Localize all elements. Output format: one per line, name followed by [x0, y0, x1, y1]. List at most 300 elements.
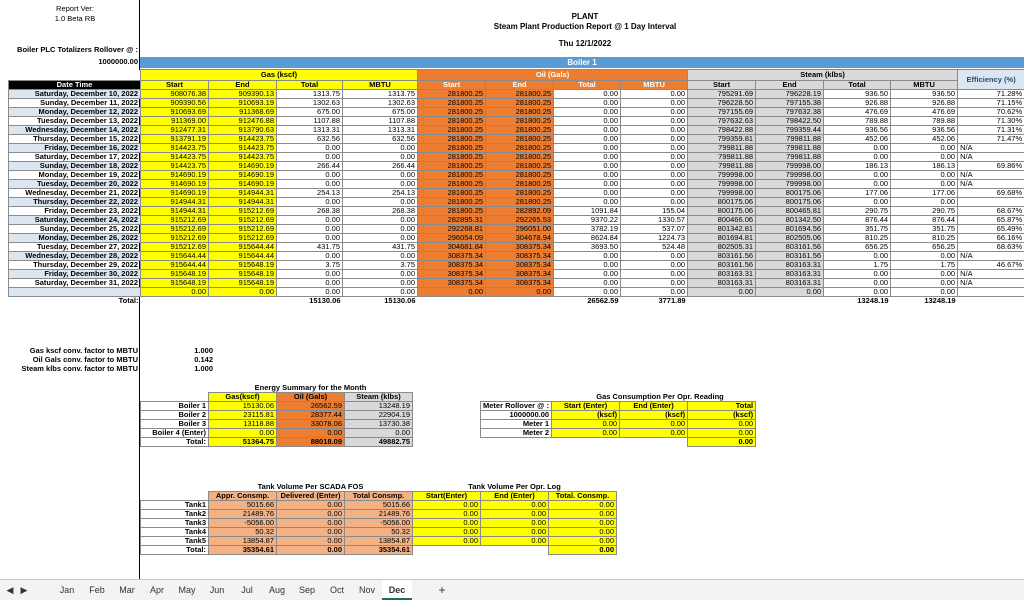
- date-cell[interactable]: Sunday, December 11, 2022: [9, 99, 141, 108]
- value-cell[interactable]: 914944.31: [141, 198, 209, 207]
- value-cell[interactable]: 266.44: [277, 162, 343, 171]
- es-steam-cell[interactable]: 13248.19: [345, 402, 413, 411]
- es-gas-cell[interactable]: 15130.06: [209, 402, 277, 411]
- value-cell[interactable]: 296054.09: [418, 234, 486, 243]
- value-cell[interactable]: 0.00: [343, 225, 418, 234]
- value-cell[interactable]: 911369.00: [141, 117, 209, 126]
- date-cell[interactable]: Friday, December 30, 2022: [9, 270, 141, 279]
- value-cell[interactable]: 0.00: [621, 189, 688, 198]
- tank-delivered-input[interactable]: 0.00: [277, 510, 345, 519]
- value-cell[interactable]: 0.00: [824, 180, 891, 189]
- value-cell[interactable]: 3693.50: [554, 243, 621, 252]
- value-cell[interactable]: 254.13: [343, 189, 418, 198]
- chevron-left-icon[interactable]: ◀: [6, 585, 14, 595]
- value-cell[interactable]: 0.00: [554, 252, 621, 261]
- tab-sep[interactable]: Sep: [298, 585, 315, 595]
- value-cell[interactable]: 800175.06: [688, 207, 756, 216]
- es-gas-cell[interactable]: 13118.88: [209, 420, 277, 429]
- value-cell[interactable]: 0.00: [621, 180, 688, 189]
- value-cell[interactable]: 0.00: [343, 153, 418, 162]
- value-cell[interactable]: 0.00: [891, 144, 958, 153]
- date-cell[interactable]: Thursday, December 29, 2022: [9, 261, 141, 270]
- value-cell[interactable]: 914423.75: [209, 135, 277, 144]
- value-cell[interactable]: 915648.19: [209, 270, 277, 279]
- date-cell[interactable]: Friday, December 16, 2022: [9, 144, 141, 153]
- value-cell[interactable]: 0.00: [277, 216, 343, 225]
- tank-opr-end-input[interactable]: 0.00: [481, 528, 549, 537]
- value-cell[interactable]: 675.00: [277, 108, 343, 117]
- value-cell[interactable]: 65.49%: [958, 225, 1024, 234]
- value-cell[interactable]: 0.00: [418, 288, 486, 297]
- value-cell[interactable]: 0.00: [824, 198, 891, 207]
- value-cell[interactable]: 308375.34: [418, 252, 486, 261]
- value-cell[interactable]: 304681.84: [418, 243, 486, 252]
- value-cell[interactable]: 803163.31: [688, 279, 756, 288]
- date-cell[interactable]: Saturday, December 17, 2022: [9, 153, 141, 162]
- value-cell[interactable]: 915212.69: [209, 225, 277, 234]
- value-cell[interactable]: 0.00: [554, 171, 621, 180]
- value-cell[interactable]: 3.75: [343, 261, 418, 270]
- value-cell[interactable]: 0.00: [554, 198, 621, 207]
- value-cell[interactable]: 0.00: [891, 279, 958, 288]
- tank-total-cell[interactable]: 5015.66: [345, 501, 413, 510]
- date-cell[interactable]: Wednesday, December 28, 2022: [9, 252, 141, 261]
- value-cell[interactable]: 292265.53: [486, 216, 554, 225]
- value-cell[interactable]: 281800.25: [418, 198, 486, 207]
- value-cell[interactable]: 810.25: [824, 234, 891, 243]
- value-cell[interactable]: 915648.19: [141, 270, 209, 279]
- value-cell[interactable]: 797632.38: [756, 108, 824, 117]
- value-cell[interactable]: 0.00: [554, 117, 621, 126]
- tank-appr-cell[interactable]: 50.32: [209, 528, 277, 537]
- value-cell[interactable]: 1313.31: [277, 126, 343, 135]
- value-cell[interactable]: 0.00: [343, 279, 418, 288]
- date-cell[interactable]: Thursday, December 22, 2022: [9, 198, 141, 207]
- value-cell[interactable]: 799359.44: [756, 126, 824, 135]
- value-cell[interactable]: 0.00: [277, 252, 343, 261]
- value-cell[interactable]: 351.75: [891, 225, 958, 234]
- value-cell[interactable]: 281800.25: [418, 180, 486, 189]
- es-oil-cell[interactable]: 0.00: [277, 429, 345, 438]
- tab-apr[interactable]: Apr: [149, 585, 164, 595]
- value-cell[interactable]: 632.56: [277, 135, 343, 144]
- value-cell[interactable]: 799811.88: [688, 144, 756, 153]
- value-cell[interactable]: 281800.25: [486, 189, 554, 198]
- value-cell[interactable]: 914690.19: [141, 171, 209, 180]
- value-cell[interactable]: 914690.19: [209, 171, 277, 180]
- value-cell[interactable]: 0.00: [277, 198, 343, 207]
- value-cell[interactable]: 799998.00: [688, 180, 756, 189]
- date-cell[interactable]: Wednesday, December 14, 2022: [9, 126, 141, 135]
- tank-appr-cell[interactable]: 5015.66: [209, 501, 277, 510]
- chevron-right-icon[interactable]: ▶: [20, 585, 28, 595]
- value-cell[interactable]: 68.67%: [958, 207, 1024, 216]
- value-cell[interactable]: 915212.69: [209, 207, 277, 216]
- meter-end-input[interactable]: 0.00: [620, 420, 688, 429]
- value-cell[interactable]: 282895.31: [418, 216, 486, 225]
- value-cell[interactable]: 0.00: [891, 252, 958, 261]
- value-cell[interactable]: 911368.69: [209, 108, 277, 117]
- value-cell[interactable]: N/A: [958, 171, 1024, 180]
- value-cell[interactable]: 0.00: [891, 153, 958, 162]
- tank-opr-end-input[interactable]: 0.00: [481, 501, 549, 510]
- value-cell[interactable]: 0.00: [277, 144, 343, 153]
- es-steam-cell[interactable]: 0.00: [345, 429, 413, 438]
- tank-opr-start-input[interactable]: 0.00: [413, 528, 481, 537]
- value-cell[interactable]: 915644.44: [209, 243, 277, 252]
- value-cell[interactable]: 795291.69: [688, 90, 756, 99]
- value-cell[interactable]: 281800.25: [486, 99, 554, 108]
- value-cell[interactable]: 915644.44: [141, 261, 209, 270]
- value-cell[interactable]: 282892.09: [486, 207, 554, 216]
- value-cell[interactable]: 8624.84: [554, 234, 621, 243]
- value-cell[interactable]: 0.00: [621, 279, 688, 288]
- value-cell[interactable]: 0.00: [554, 135, 621, 144]
- value-cell[interactable]: 914690.19: [209, 162, 277, 171]
- date-cell[interactable]: Friday, December 23, 2022: [9, 207, 141, 216]
- value-cell[interactable]: 801694.81: [688, 234, 756, 243]
- value-cell[interactable]: 803163.31: [756, 270, 824, 279]
- value-cell[interactable]: 915212.69: [141, 234, 209, 243]
- value-cell[interactable]: 0.00: [621, 261, 688, 270]
- value-cell[interactable]: 292268.81: [418, 225, 486, 234]
- value-cell[interactable]: 281800.25: [486, 108, 554, 117]
- value-cell[interactable]: 915648.19: [141, 279, 209, 288]
- tab-feb[interactable]: Feb: [89, 585, 105, 595]
- value-cell[interactable]: 910693.19: [209, 99, 277, 108]
- value-cell[interactable]: 797155.38: [756, 99, 824, 108]
- value-cell[interactable]: 281800.25: [418, 117, 486, 126]
- tab-oct[interactable]: Oct: [329, 585, 344, 595]
- tank-opr-end-input[interactable]: 0.00: [481, 519, 549, 528]
- value-cell[interactable]: 281800.25: [418, 171, 486, 180]
- value-cell[interactable]: 0.00: [277, 225, 343, 234]
- value-cell[interactable]: 797155.69: [688, 108, 756, 117]
- value-cell[interactable]: 0.00: [277, 234, 343, 243]
- value-cell[interactable]: 266.44: [343, 162, 418, 171]
- value-cell[interactable]: 290.75: [891, 207, 958, 216]
- value-cell[interactable]: 800175.06: [756, 198, 824, 207]
- value-cell[interactable]: 1224.73: [621, 234, 688, 243]
- value-cell[interactable]: 803163.31: [756, 279, 824, 288]
- value-cell[interactable]: 524.48: [621, 243, 688, 252]
- value-cell[interactable]: 632.56: [343, 135, 418, 144]
- tank-total-cell[interactable]: 50.32: [345, 528, 413, 537]
- value-cell[interactable]: 915648.19: [209, 261, 277, 270]
- value-cell[interactable]: 281800.25: [418, 189, 486, 198]
- value-cell[interactable]: 909390.56: [141, 99, 209, 108]
- value-cell[interactable]: 71.15%: [958, 99, 1024, 108]
- value-cell[interactable]: 912476.88: [209, 117, 277, 126]
- value-cell[interactable]: 0.00: [554, 270, 621, 279]
- value-cell[interactable]: 9370.22: [554, 216, 621, 225]
- value-cell[interactable]: 0.00: [343, 171, 418, 180]
- value-cell[interactable]: 802505.06: [756, 234, 824, 243]
- value-cell[interactable]: 0.00: [343, 288, 418, 297]
- value-cell[interactable]: N/A: [958, 279, 1024, 288]
- value-cell[interactable]: 0.00: [621, 162, 688, 171]
- value-cell[interactable]: 801342.50: [756, 216, 824, 225]
- value-cell[interactable]: 876.44: [824, 216, 891, 225]
- value-cell[interactable]: 0.00: [554, 261, 621, 270]
- value-cell[interactable]: 926.88: [824, 99, 891, 108]
- tank-opr-total[interactable]: 0.00: [549, 510, 617, 519]
- value-cell[interactable]: N/A: [958, 180, 1024, 189]
- value-cell[interactable]: 281800.25: [418, 153, 486, 162]
- value-cell[interactable]: 799998.00: [688, 189, 756, 198]
- tank-delivered-input[interactable]: 0.00: [277, 528, 345, 537]
- value-cell[interactable]: 0.00: [343, 198, 418, 207]
- value-cell[interactable]: 1091.84: [554, 207, 621, 216]
- value-cell[interactable]: 0.00: [891, 171, 958, 180]
- value-cell[interactable]: 1107.88: [343, 117, 418, 126]
- tank-opr-total[interactable]: 0.00: [549, 501, 617, 510]
- tank-opr-start-input[interactable]: 0.00: [413, 501, 481, 510]
- value-cell[interactable]: 914423.75: [141, 153, 209, 162]
- date-cell[interactable]: Saturday, December 31, 2022: [9, 279, 141, 288]
- value-cell[interactable]: 46.67%: [958, 261, 1024, 270]
- tank-delivered-input[interactable]: 0.00: [277, 501, 345, 510]
- value-cell[interactable]: 0.00: [209, 288, 277, 297]
- value-cell[interactable]: 800175.06: [756, 189, 824, 198]
- value-cell[interactable]: 799998.00: [756, 180, 824, 189]
- value-cell[interactable]: 675.00: [343, 108, 418, 117]
- value-cell[interactable]: 914944.31: [209, 198, 277, 207]
- es-steam-cell[interactable]: 22904.19: [345, 411, 413, 420]
- value-cell[interactable]: 308375.34: [418, 279, 486, 288]
- value-cell[interactable]: 802505.31: [688, 243, 756, 252]
- value-cell[interactable]: 797632.63: [688, 117, 756, 126]
- value-cell[interactable]: 0.00: [621, 90, 688, 99]
- value-cell[interactable]: 915212.69: [209, 234, 277, 243]
- value-cell[interactable]: 1302.63: [277, 99, 343, 108]
- tank-appr-cell[interactable]: 13854.87: [209, 537, 277, 546]
- es-steam-cell[interactable]: 13730.38: [345, 420, 413, 429]
- date-cell[interactable]: Monday, December 12, 2022: [9, 108, 141, 117]
- value-cell[interactable]: 799359.81: [688, 135, 756, 144]
- value-cell[interactable]: 281800.25: [418, 90, 486, 99]
- value-cell[interactable]: 281800.25: [486, 135, 554, 144]
- value-cell[interactable]: 936.56: [824, 126, 891, 135]
- value-cell[interactable]: 71.30%: [958, 117, 1024, 126]
- value-cell[interactable]: 798422.50: [756, 117, 824, 126]
- value-cell[interactable]: 915644.44: [209, 252, 277, 261]
- tank-appr-cell[interactable]: -5056.00: [209, 519, 277, 528]
- value-cell[interactable]: 1313.31: [343, 126, 418, 135]
- value-cell[interactable]: 0.00: [554, 90, 621, 99]
- tank-delivered-input[interactable]: 0.00: [277, 537, 345, 546]
- tab-jan[interactable]: Jan: [59, 585, 75, 595]
- value-cell[interactable]: 915212.69: [141, 243, 209, 252]
- value-cell[interactable]: 431.75: [343, 243, 418, 252]
- date-cell[interactable]: Wednesday, December 21, 2022: [9, 189, 141, 198]
- value-cell[interactable]: 281800.25: [486, 171, 554, 180]
- tab-jun[interactable]: Jun: [209, 585, 225, 595]
- value-cell[interactable]: 1313.75: [277, 90, 343, 99]
- date-cell[interactable]: Saturday, December 10, 2022: [9, 90, 141, 99]
- value-cell[interactable]: 799998.00: [756, 162, 824, 171]
- value-cell[interactable]: 290.75: [824, 207, 891, 216]
- value-cell[interactable]: 1302.63: [343, 99, 418, 108]
- value-cell[interactable]: 186.13: [891, 162, 958, 171]
- value-cell[interactable]: 0.00: [277, 288, 343, 297]
- value-cell[interactable]: 0.00: [343, 144, 418, 153]
- value-cell[interactable]: 0.00: [621, 108, 688, 117]
- value-cell[interactable]: 0.00: [621, 153, 688, 162]
- value-cell[interactable]: 281800.25: [418, 135, 486, 144]
- value-cell[interactable]: 308375.34: [486, 252, 554, 261]
- value-cell[interactable]: 926.88: [891, 99, 958, 108]
- value-cell[interactable]: 799811.88: [756, 144, 824, 153]
- value-cell[interactable]: 0.00: [343, 180, 418, 189]
- value-cell[interactable]: 0.00: [621, 144, 688, 153]
- value-cell[interactable]: 66.16%: [958, 234, 1024, 243]
- value-cell[interactable]: 0.00: [277, 279, 343, 288]
- meter-start-input[interactable]: 0.00: [552, 420, 620, 429]
- value-cell[interactable]: 0.00: [343, 216, 418, 225]
- value-cell[interactable]: 801694.56: [756, 225, 824, 234]
- value-cell[interactable]: 796228.50: [688, 99, 756, 108]
- value-cell[interactable]: 796228.19: [756, 90, 824, 99]
- value-cell[interactable]: 281800.25: [486, 117, 554, 126]
- value-cell[interactable]: 0.00: [688, 288, 756, 297]
- value-cell[interactable]: 308375.34: [418, 270, 486, 279]
- value-cell[interactable]: 914690.19: [209, 180, 277, 189]
- value-cell[interactable]: 799998.00: [756, 171, 824, 180]
- value-cell[interactable]: 0.00: [277, 153, 343, 162]
- value-cell[interactable]: 254.13: [277, 189, 343, 198]
- value-cell[interactable]: 915648.19: [209, 279, 277, 288]
- value-cell[interactable]: 281800.25: [418, 126, 486, 135]
- value-cell[interactable]: 71.28%: [958, 90, 1024, 99]
- date-cell[interactable]: Tuesday, December 20, 2022: [9, 180, 141, 189]
- value-cell[interactable]: 0.00: [486, 288, 554, 297]
- value-cell[interactable]: 1107.88: [277, 117, 343, 126]
- es-gas-cell[interactable]: 23115.81: [209, 411, 277, 420]
- date-cell[interactable]: Tuesday, December 27, 2022: [9, 243, 141, 252]
- tank-opr-total[interactable]: 0.00: [549, 528, 617, 537]
- value-cell[interactable]: 3.75: [277, 261, 343, 270]
- value-cell[interactable]: 789.88: [824, 117, 891, 126]
- value-cell[interactable]: 1313.75: [343, 90, 418, 99]
- value-cell[interactable]: 431.75: [277, 243, 343, 252]
- value-cell[interactable]: 177.06: [824, 189, 891, 198]
- value-cell[interactable]: 0.00: [343, 270, 418, 279]
- tank-appr-cell[interactable]: 21489.76: [209, 510, 277, 519]
- date-cell[interactable]: Saturday, December 24, 2022: [9, 216, 141, 225]
- value-cell[interactable]: 71.47%: [958, 135, 1024, 144]
- value-cell[interactable]: 803163.31: [756, 261, 824, 270]
- date-cell[interactable]: Sunday, December 18, 2022: [9, 162, 141, 171]
- value-cell[interactable]: 915212.69: [209, 216, 277, 225]
- tab-may[interactable]: May: [178, 585, 196, 595]
- value-cell[interactable]: 914944.31: [141, 207, 209, 216]
- value-cell[interactable]: 656.25: [824, 243, 891, 252]
- value-cell[interactable]: 0.00: [343, 234, 418, 243]
- value-cell[interactable]: 65.87%: [958, 216, 1024, 225]
- value-cell[interactable]: 0.00: [621, 252, 688, 261]
- value-cell[interactable]: 0.00: [621, 171, 688, 180]
- value-cell[interactable]: 0.00: [554, 189, 621, 198]
- value-cell[interactable]: 0.00: [554, 153, 621, 162]
- value-cell[interactable]: 281800.25: [418, 162, 486, 171]
- value-cell[interactable]: 0.00: [554, 288, 621, 297]
- value-cell[interactable]: 0.00: [621, 126, 688, 135]
- value-cell[interactable]: 281800.25: [418, 108, 486, 117]
- value-cell[interactable]: 0.00: [891, 288, 958, 297]
- tab-aug[interactable]: Aug: [268, 585, 285, 595]
- value-cell[interactable]: 913791.19: [141, 135, 209, 144]
- value-cell[interactable]: 304678.94: [486, 234, 554, 243]
- value-cell[interactable]: 0.00: [343, 252, 418, 261]
- value-cell[interactable]: [958, 198, 1024, 207]
- value-cell[interactable]: 789.88: [891, 117, 958, 126]
- value-cell[interactable]: 908076.38: [141, 90, 209, 99]
- date-cell[interactable]: Tuesday, December 13, 2022: [9, 117, 141, 126]
- meter-end-input[interactable]: 0.00: [620, 429, 688, 438]
- value-cell[interactable]: 281800.25: [486, 126, 554, 135]
- value-cell[interactable]: 0.00: [621, 117, 688, 126]
- value-cell[interactable]: N/A: [958, 144, 1024, 153]
- value-cell[interactable]: 915644.44: [141, 252, 209, 261]
- value-cell[interactable]: 914423.75: [209, 144, 277, 153]
- value-cell[interactable]: 803163.31: [688, 270, 756, 279]
- value-cell[interactable]: 537.07: [621, 225, 688, 234]
- value-cell[interactable]: 0.00: [891, 180, 958, 189]
- value-cell[interactable]: 308375.34: [486, 279, 554, 288]
- value-cell[interactable]: 308375.34: [418, 261, 486, 270]
- value-cell[interactable]: 914690.19: [141, 189, 209, 198]
- value-cell[interactable]: 799811.88: [688, 162, 756, 171]
- value-cell[interactable]: 0.00: [277, 171, 343, 180]
- value-cell[interactable]: 296051.00: [486, 225, 554, 234]
- value-cell[interactable]: 70.62%: [958, 108, 1024, 117]
- value-cell[interactable]: 177.06: [891, 189, 958, 198]
- es-oil-cell[interactable]: 26562.59: [277, 402, 345, 411]
- value-cell[interactable]: 910693.69: [141, 108, 209, 117]
- value-cell[interactable]: 0.00: [621, 99, 688, 108]
- value-cell[interactable]: 281800.25: [418, 207, 486, 216]
- tank-opr-end-input[interactable]: 0.00: [481, 510, 549, 519]
- value-cell[interactable]: 0.00: [621, 135, 688, 144]
- value-cell[interactable]: 0.00: [824, 153, 891, 162]
- value-cell[interactable]: 0.00: [824, 171, 891, 180]
- meter-start-input[interactable]: 0.00: [552, 429, 620, 438]
- value-cell[interactable]: 803161.56: [688, 261, 756, 270]
- value-cell[interactable]: 69.68%: [958, 189, 1024, 198]
- value-cell[interactable]: 476.69: [824, 108, 891, 117]
- value-cell[interactable]: 0.00: [554, 180, 621, 189]
- value-cell[interactable]: 0.00: [277, 270, 343, 279]
- value-cell[interactable]: 915212.69: [141, 216, 209, 225]
- value-cell[interactable]: 909390.13: [209, 90, 277, 99]
- value-cell[interactable]: 936.50: [824, 90, 891, 99]
- tank-opr-start-input[interactable]: 0.00: [413, 510, 481, 519]
- value-cell[interactable]: 308375.34: [486, 261, 554, 270]
- date-cell[interactable]: Monday, December 26, 2022: [9, 234, 141, 243]
- tank-opr-start-input[interactable]: 0.00: [413, 537, 481, 546]
- value-cell[interactable]: 0.00: [824, 288, 891, 297]
- value-cell[interactable]: 281800.25: [418, 99, 486, 108]
- value-cell[interactable]: N/A: [958, 153, 1024, 162]
- value-cell[interactable]: 798422.88: [688, 126, 756, 135]
- value-cell[interactable]: 281800.25: [486, 153, 554, 162]
- value-cell[interactable]: 69.86%: [958, 162, 1024, 171]
- value-cell[interactable]: 308375.34: [486, 270, 554, 279]
- value-cell[interactable]: 799811.88: [688, 153, 756, 162]
- value-cell[interactable]: 799811.88: [756, 153, 824, 162]
- value-cell[interactable]: 1.75: [891, 261, 958, 270]
